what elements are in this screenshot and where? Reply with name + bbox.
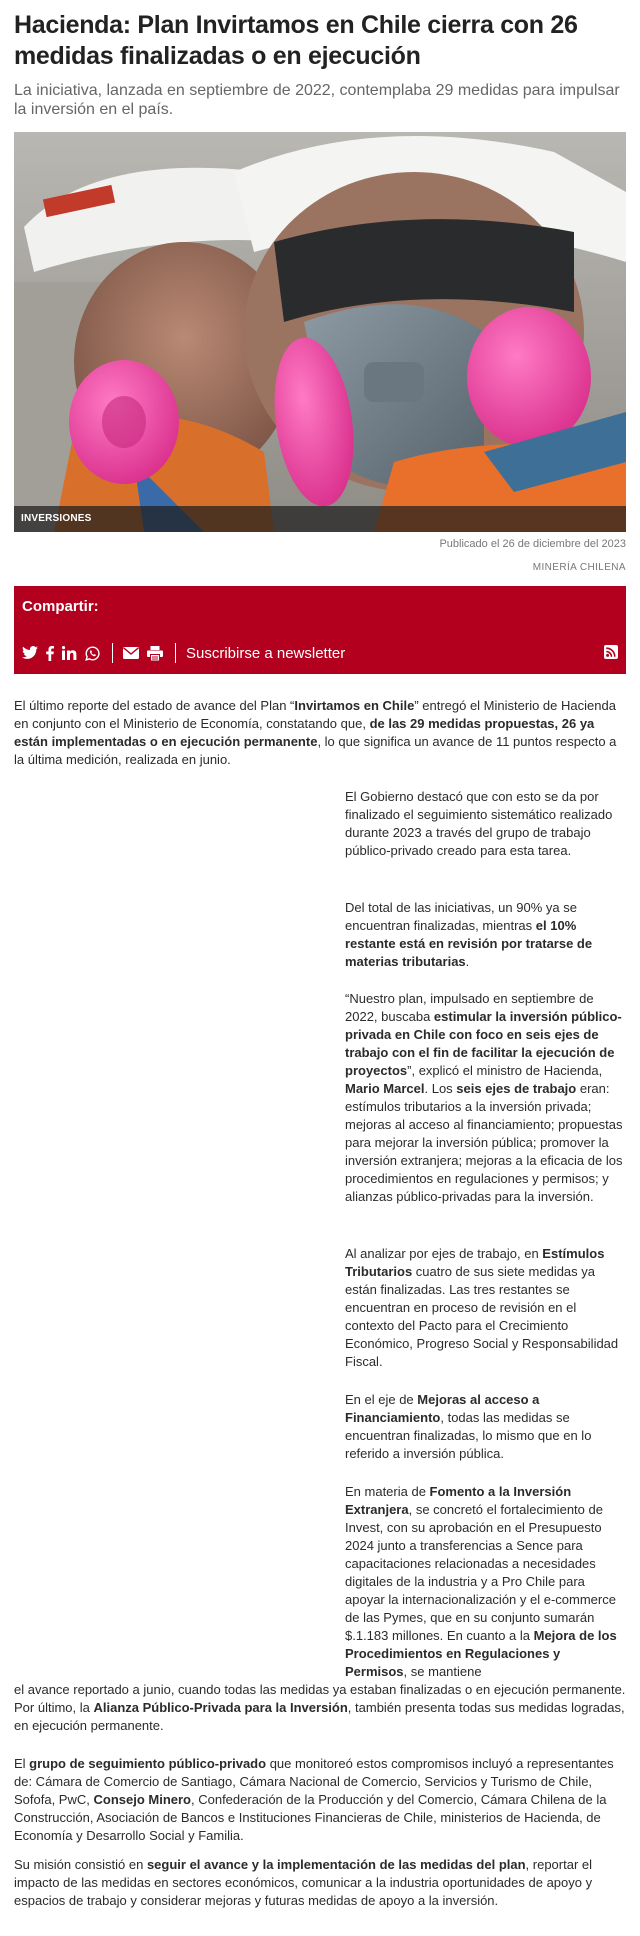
paragraph-total: Del total de las iniciativas, un 90% ya se encuentran finalizadas, mientras el 10% restante está en revisión por tratarse de materias tributarias.: [345, 900, 593, 969]
share-title: Compartir:: [22, 598, 99, 615]
newsletter-link[interactable]: Suscribirse a newsletter: [186, 644, 346, 662]
share-separator: [112, 643, 113, 663]
print-icon[interactable]: [147, 643, 163, 663]
workers-respirator-photo: [14, 132, 626, 532]
category-tag[interactable]: INVERSIONES: [14, 506, 626, 532]
share-icons: [22, 642, 345, 664]
article-subtitle: La iniciativa, lanzada en septiembre de 2022, contemplaba 29 medidas para impulsar la inversión en el país.: [14, 82, 620, 118]
paragraph-extranjera: En materia de Fomento a la Inversión Extranjera, se concretó el fortalecimiento de Invest, con su aprobación en el Presupuesto 2024 junto a transferencias a Sence para capacitaciones relacionadas a necesidades digitales de la industria y a Pro Chile para apoyar la internacionalización y el e-commerce de las Pymes, que en su conjunto sumarán $.1.183 millones. En cuanto a la Mejora de los Procedimientos en Regulaciones y Permisos, se mantiene: [345, 1484, 617, 1679]
rss-icon[interactable]: [604, 645, 618, 664]
paragraph-intro: El último reporte del estado de avance del Plan “Invirtamos en Chile” entregó el Ministerio de Hacienda en conjunto con el Ministerio de Economía, constatando que, de las 29 medidas propuestas, 26 ya están implementadas o en ejecución permanente, lo que significa un avance de 11 puntos respecto a la última medición, realizada en junio.: [14, 698, 617, 767]
whatsapp-icon[interactable]: [85, 643, 100, 663]
article-source[interactable]: MINERÍA CHILENA: [532, 562, 626, 573]
paragraph-estimulos: Al analizar por ejes de trabajo, en Estímulos Tributarios cuatro de sus siete medidas ya están finalizadas. Las tres restantes se encuentran en proceso de revisión en el contexto del Pacto para el Crecimiento Económico, Progreso Social y Responsabilidad Fiscal.: [345, 1246, 619, 1369]
share-bar: [14, 586, 626, 674]
paragraph-gobierno: El Gobierno destacó que con esto se da por finalizado el seguimiento sistemático realizado durante 2023 a través del grupo de trabajo público-privado creado para esta tarea.: [345, 789, 613, 858]
facebook-icon[interactable]: [46, 643, 54, 663]
paragraph-mision: Su misión consistió en seguir el avance y la implementación de las medidas del plan, reportar el impacto de las medidas en sectores económicos, comunicar a la industria oportunidades de apoyo y espacios de trabajo y considerar mejoras y futuras medidas de apoyo a la inversión.: [14, 1857, 593, 1908]
article-title: Hacienda: Plan Invirtamos en Chile cierra con 26 medidas finalizadas o en ejecución: [14, 11, 578, 70]
paragraph-quote: “Nuestro plan, impulsado en septiembre de 2022, buscaba estimular la inversión público-privada en Chile con foco en seis ejes de trabajo con el fin de facilitar la ejecución de proyectos”, explicó el ministro de Hacienda, Mario Marcel. Los seis ejes de trabajo eran: estímulos tributarios a la inversión privada; mejoras al acceso al financiamiento; propuestas para mejorar la inversión pública; promover la inversión extranjera; mejoras a la eficacia de los procedimientos en regulaciones y permisos; y alianzas público-privadas para la inversión.: [345, 991, 623, 1204]
publish-date: Publicado el 26 de diciembre del 2023: [439, 538, 626, 550]
hero-image: [14, 132, 626, 532]
linkedin-icon[interactable]: [62, 643, 77, 663]
share-separator: [175, 643, 176, 663]
email-icon[interactable]: [123, 643, 139, 663]
twitter-icon[interactable]: [22, 643, 38, 663]
paragraph-grupo: El grupo de seguimiento público-privado que monitoreó estos compromisos incluyó a representantes de: Cámara de Comercio de Santiago, Cámara Nacional de Comercio, Servicios y Turismo de Chile, Sofofa, PwC, Consejo Minero, Confederación de la Producción y del Comercio, Cámara Chilena de la Construcción, Asociación de Bancos e Instituciones Financieras de Chile, ministerios de Hacienda, de Economía y Desarrollo Social y Familia.: [14, 1756, 614, 1843]
article-header: [14, 10, 626, 119]
paragraph-extranjera-cont: el avance reportado a junio, cuando todas las medidas ya estaban finalizadas o en ejecución permanente. Por último, la Alianza Público-Privada para la Inversión, también presenta todas sus medidas logradas, en ejecución permanente.: [14, 1682, 626, 1733]
paragraph-financiamiento: En el eje de Mejoras al acceso a Financiamiento, todas las medidas se encuentran finalizadas, lo mismo que en lo referido a inversión pública.: [345, 1392, 592, 1461]
